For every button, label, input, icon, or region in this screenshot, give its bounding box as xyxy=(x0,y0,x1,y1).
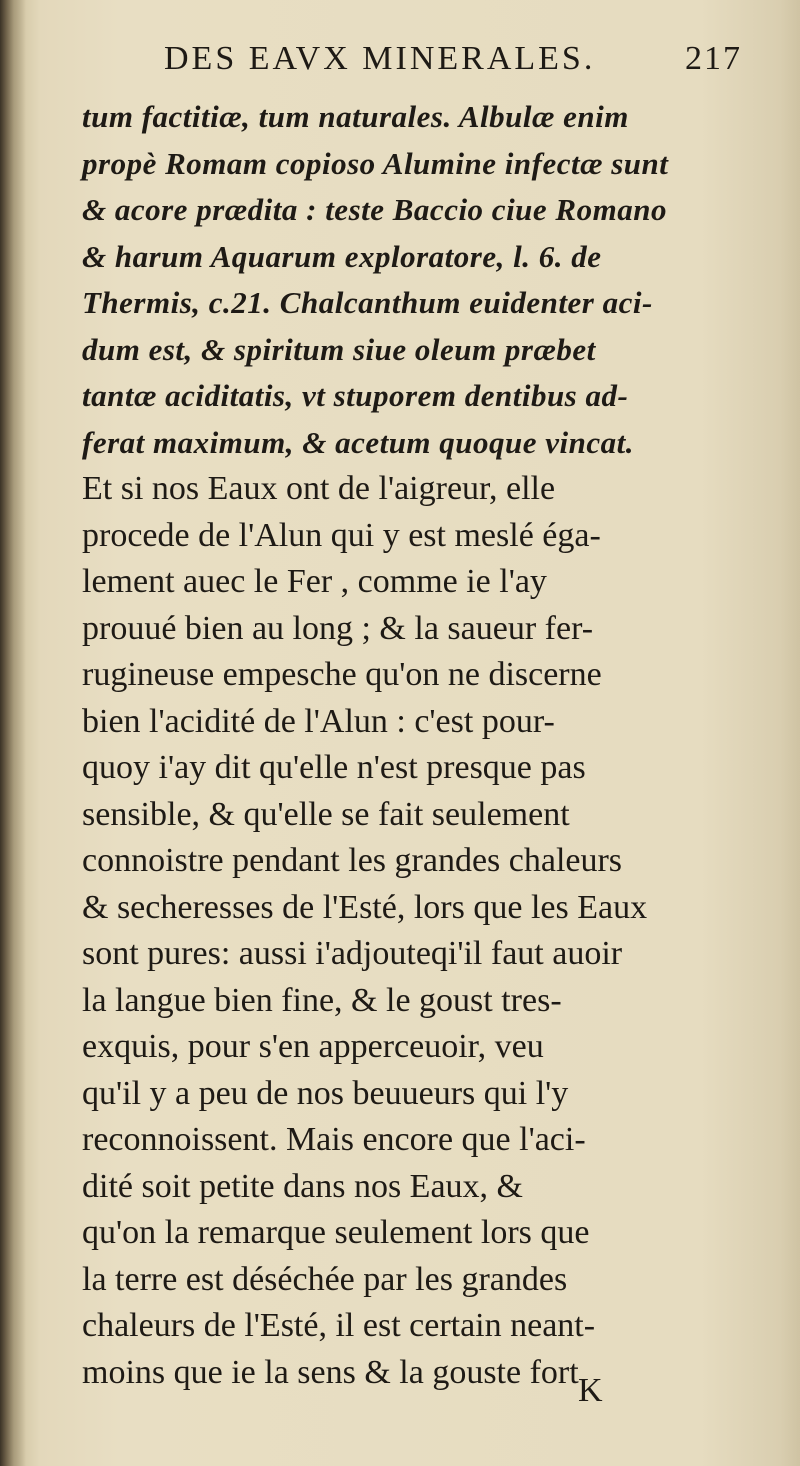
text-line: la terre est déséchée par les grandes xyxy=(82,1260,568,1298)
text-line: qu'on la remarque seulement lors que xyxy=(82,1214,590,1251)
text-line: quoy i'ay dit qu'elle n'est presque pas xyxy=(82,749,586,786)
text-line: connoistre pendant les grandes chaleurs xyxy=(82,842,623,879)
latin-line: Thermis, c.21. Chalcanthum euidenter aci- xyxy=(82,285,653,320)
text-line: qu'il y a peu de nos beuueurs qui l'y xyxy=(82,1074,569,1112)
french-paragraph xyxy=(82,466,742,1396)
text-line: sont pures: aussi i'adjouteqi'il faut auoir xyxy=(82,935,623,972)
text-line: prouué bien au long ; & la saueur fer- xyxy=(82,609,594,647)
text-line: reconnoissent. Mais encore que l'aci- xyxy=(82,1121,586,1158)
latin-line: tantæ aciditatis, vt stuporem dentibus ad- xyxy=(82,378,629,413)
text-line: Et si nos Eaux ont de l'aigreur, elle xyxy=(82,470,556,507)
latin-line: ferat maximum, & acetum quoque vincat. xyxy=(82,424,635,460)
text-line: exquis, pour s'en apperceuoir, veu xyxy=(82,1028,544,1065)
latin-line: & harum Aquarum exploratore, l. 6. de xyxy=(82,238,602,274)
running-head xyxy=(82,40,742,90)
latin-line: tum factitiæ, tum naturales. Albulæ enim xyxy=(82,99,629,134)
text-line: lement auec le Fer , comme ie l'ay xyxy=(82,563,547,600)
text-line: la langue bien fine, & le goust tres- xyxy=(82,981,562,1019)
text-line: & secheresses de l'Esté, lors que les Eaux xyxy=(82,888,648,926)
text-line: moins que ie la sens & la gouste fort xyxy=(82,1353,579,1391)
latin-line: & acore prædita : teste Baccio ciue Romano xyxy=(82,192,667,227)
running-head-title: DES EAVX MINERALES. xyxy=(164,40,596,77)
text-line: sensible, & qu'elle se fait seulement xyxy=(82,795,570,833)
catchword: K xyxy=(578,1372,603,1409)
latin-quotation xyxy=(82,94,742,466)
text-line: bien l'acidité de l'Alun : c'est pour- xyxy=(82,702,555,740)
page-number: 217 xyxy=(685,40,742,77)
binding-gutter xyxy=(0,0,26,1466)
text-line: procede de l'Alun qui y est meslé éga- xyxy=(82,516,601,554)
text-line: chaleurs de l'Esté, il est certain neant- xyxy=(82,1307,596,1344)
text-line: rugineuse empesche qu'on ne discerne xyxy=(82,656,602,693)
text-block xyxy=(82,40,742,1396)
latin-line: dum est, & spiritum siue oleum præbet xyxy=(82,331,596,367)
text-line: dité soit petite dans nos Eaux, & xyxy=(82,1167,523,1205)
latin-line: propè Romam copioso Alumine infectæ sunt xyxy=(82,145,669,181)
